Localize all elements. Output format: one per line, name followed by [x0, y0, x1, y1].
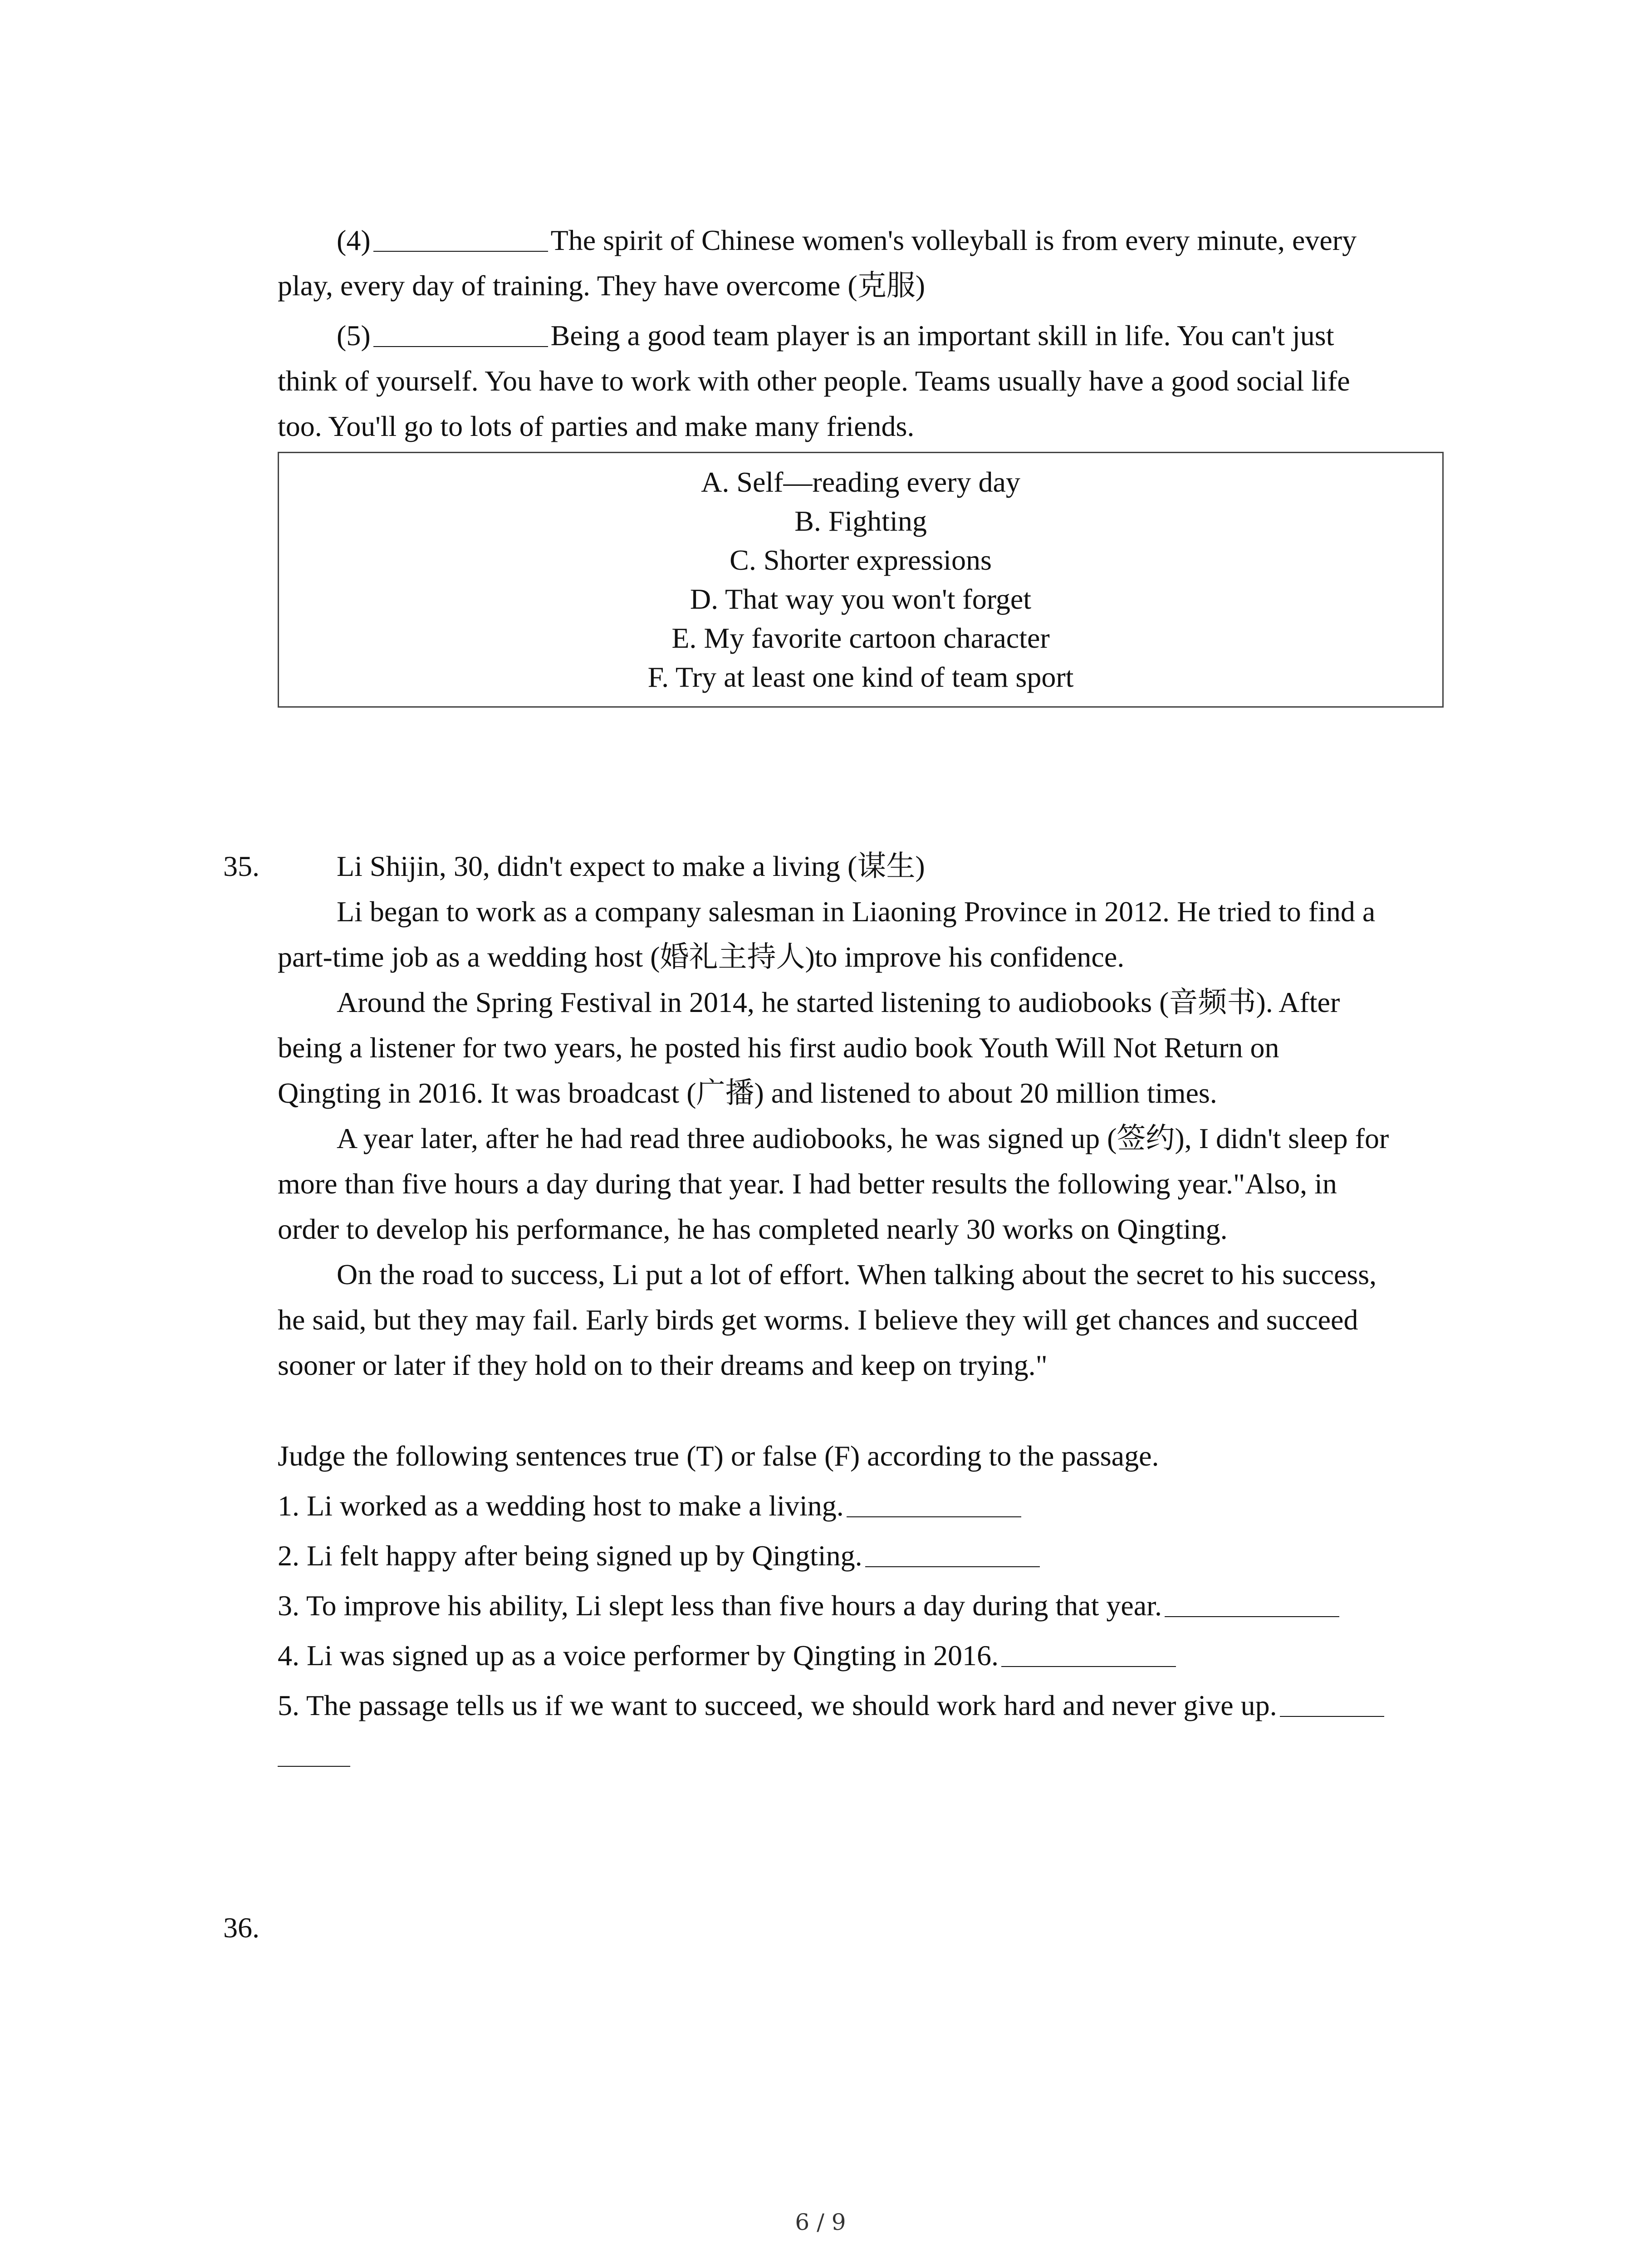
option-b: B. Fighting	[794, 505, 927, 537]
statement-1	[278, 1488, 1024, 1524]
option-c: C. Shorter expressions	[730, 544, 992, 576]
passage-line: more than five hours a day during that year. I had better results the following year."Also, in	[278, 1168, 1337, 1200]
item-5-label: (5)	[337, 319, 371, 352]
statement-5-text: 5. The passage tells us if we want to succeed, we should work hard and never give up.	[278, 1689, 1277, 1721]
statement-5-blank[interactable]	[1280, 1716, 1384, 1717]
statement-5	[278, 1687, 1387, 1724]
statement-3-text: 3. To improve his ability, Li slept less than five hours a day during that year.	[278, 1589, 1162, 1622]
item-4-label: (4)	[337, 224, 371, 256]
statement-4	[278, 1637, 1179, 1674]
item-4-line-2: play, every day of training. They have overcome (克服)	[278, 269, 926, 302]
item-4-text: The spirit of Chinese women's volleyball is from every minute, every	[550, 224, 1357, 256]
question-35-number: 35.	[223, 850, 260, 882]
passage-line: order to develop his performance, he has completed nearly 30 works on Qingting.	[278, 1213, 1228, 1245]
passage-line: part-time job as a wedding host (婚礼主持人)to improve his confidence.	[278, 941, 1125, 973]
statement-2	[278, 1538, 1043, 1574]
judge-instruction: Judge the following sentences true (T) or false (F) according to the passage.	[278, 1440, 1159, 1472]
item-5-line-3: too. You'll go to lots of parties and make many friends.	[278, 410, 915, 442]
statement-5-blank-continued	[278, 1737, 350, 1774]
options-box	[278, 452, 1444, 708]
answer-blank-5[interactable]	[373, 346, 548, 347]
passage-line: sooner or later if they hold on to their dreams and keep on trying."	[278, 1349, 1048, 1381]
item-4-line-1	[337, 222, 1357, 259]
option-f: F. Try at least one kind of team sport	[647, 661, 1074, 693]
passage-line: Li Shijin, 30, didn't expect to make a living (谋生)	[337, 850, 925, 882]
question-36-number: 36.	[223, 1911, 260, 1944]
statement-1-blank[interactable]	[847, 1516, 1021, 1517]
page-number: 6 / 9	[795, 2209, 846, 2235]
statement-5-blank-tail[interactable]	[278, 1766, 350, 1767]
item-5-text: Being a good team player is an important skill in life. You can't just	[550, 319, 1334, 352]
passage-line: he said, but they may fail. Early birds get worms. I believe they will get chances and succeed	[278, 1304, 1358, 1336]
passage-line: being a listener for two years, he posted his first audio book Youth Will Not Return on	[278, 1031, 1279, 1064]
item-5-line-1	[337, 318, 1334, 354]
statement-2-text: 2. Li felt happy after being signed up by Qingting.	[278, 1540, 862, 1572]
passage-line: Around the Spring Festival in 2014, he started listening to audiobooks (音频书). After	[337, 986, 1340, 1018]
option-d: D. That way you won't forget	[690, 583, 1032, 615]
statement-1-text: 1. Li worked as a wedding host to make a living.	[278, 1490, 844, 1522]
option-e: E. My favorite cartoon character	[671, 622, 1050, 654]
option-a: A. Self—reading every day	[701, 466, 1020, 498]
answer-blank-4[interactable]	[373, 251, 548, 252]
passage-line: A year later, after he had read three audiobooks, he was signed up (签约), I didn't sleep for	[337, 1122, 1389, 1154]
passage-line: On the road to success, Li put a lot of effort. When talking about the secret to his success,	[337, 1258, 1377, 1290]
statement-4-text: 4. Li was signed up as a voice performer by Qingting in 2016.	[278, 1639, 999, 1672]
passage-line: Li began to work as a company salesman in Liaoning Province in 2012. He tried to find a	[337, 895, 1376, 928]
statement-3	[278, 1588, 1342, 1624]
statement-3-blank[interactable]	[1165, 1616, 1339, 1617]
passage-line: Qingting in 2016. It was broadcast (广播) and listened to about 20 million times.	[278, 1077, 1217, 1109]
statement-4-blank[interactable]	[1001, 1666, 1176, 1667]
statement-2-blank[interactable]	[865, 1566, 1040, 1567]
item-5-line-2: think of yourself. You have to work with other people. Teams usually have a good social life	[278, 365, 1350, 397]
